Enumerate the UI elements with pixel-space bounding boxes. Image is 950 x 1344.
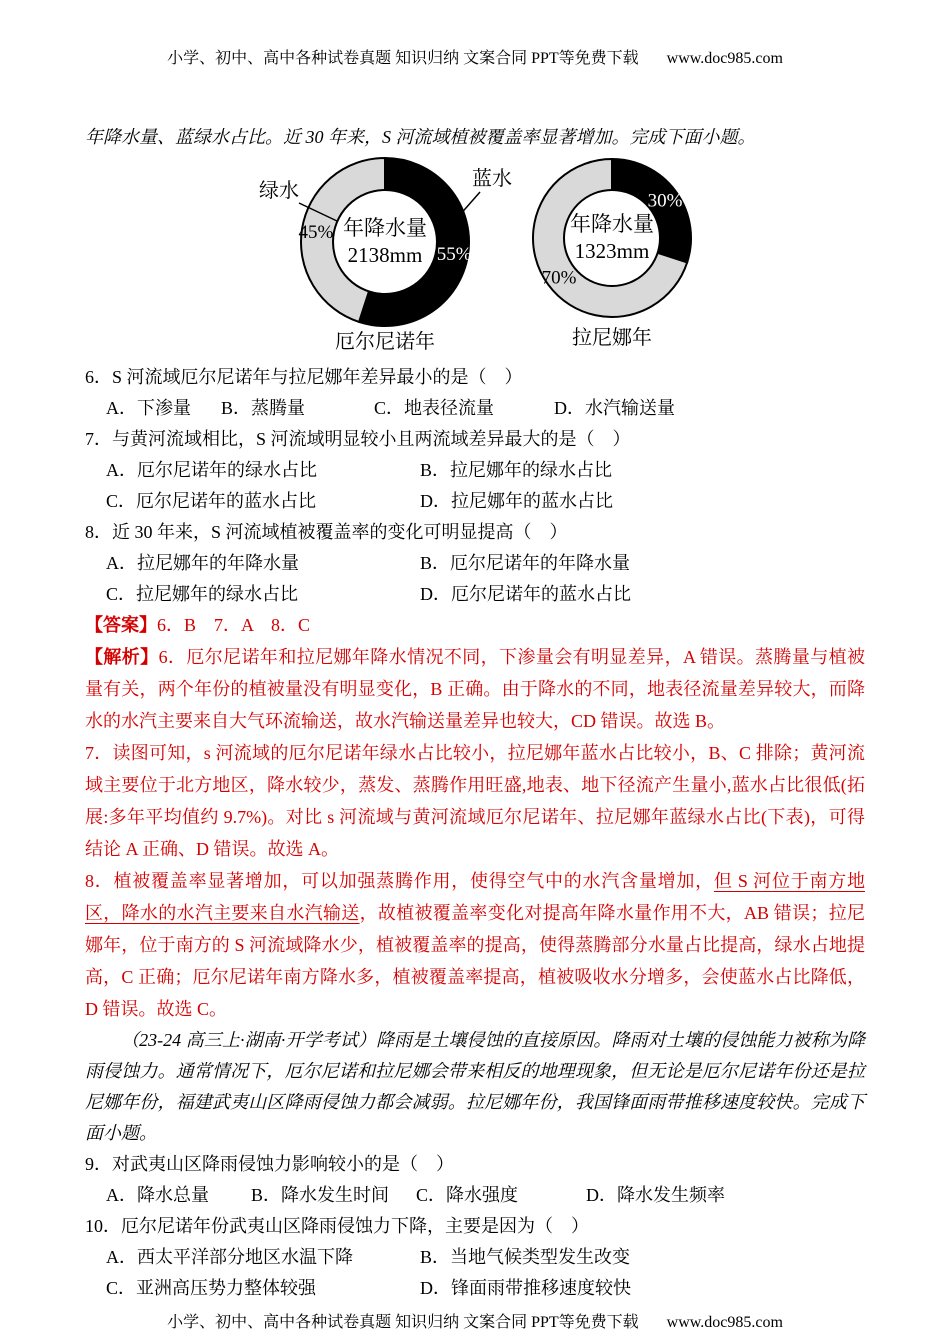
option-8-d[interactable]: D．厄尔尼诺年的蓝水占比: [420, 584, 631, 604]
analysis-marker: 【解析】: [85, 647, 159, 667]
question-6-stem: 6．S 河流域厄尔尼诺年与拉尼娜年差异最小的是（ ）: [85, 367, 523, 387]
question-10-number: 10．: [85, 1216, 121, 1236]
answer-line: [85, 610, 865, 641]
question-8-number: 8．: [85, 522, 112, 542]
option-8-a[interactable]: A．拉尼娜年的年降水量: [106, 553, 299, 573]
question-9: [85, 1149, 865, 1211]
page-header: [0, 0, 950, 70]
question-6: [85, 362, 865, 424]
question-10-options-row1: [85, 1242, 865, 1273]
analysis-text: 6．厄尔尼诺年和拉尼娜年降水情况不同，下渗量会有明显差异，A 错误。蒸腾量与植被量有关，两个年份的植被量没有明显变化，B 正确。由于降水的不同，地表径流量差异较大，而降水的水汽主要来自大气环流输送，故水汽输送量差异也较大，CD 错误。故选 B。: [85, 647, 865, 731]
answer-values: 6．B 7．A 8．C: [157, 615, 311, 635]
blue-water-label: 蓝水: [472, 168, 512, 190]
analysis-paragraph-2: [85, 737, 865, 865]
option-6-a[interactable]: A．下渗量: [106, 398, 191, 418]
header-promo-text: 小学、初中、高中各种试卷真题 知识归纳 文案合同 PPT等免费下载: [167, 50, 639, 67]
analysis-text: ，故植被覆盖率变化对提高年降水量作用不大，AB 错误；拉尼娜年，位于南方的 S 河流域降水少，植被覆盖率的提高，使得蒸腾部分水量占比提高，绿水占地提高，C 正确；厄尔尼诺年南方降水多，植被覆盖率提高，植被吸收水分增多，会使蓝水占比降低，D 错误。故选 C。: [85, 903, 865, 1019]
passage-2: （23-24 高三上·湖南·开学考试）降雨是土壤侵蚀的直接原因。降雨对土壤的侵蚀能力被称为降雨侵蚀力。通常情况下，厄尔尼诺和拉尼娜会带来相反的地理现象，但无论是厄尔尼诺年份还是拉尼娜年份，福建武夷山区降雨侵蚀力都会减弱。拉尼娜年份，我国锋面雨带推移速度较快。完成下面小题。: [85, 1030, 865, 1143]
question-6-options: [85, 393, 865, 424]
analysis-text: 7．读图可知，s 河流域的厄尔尼诺年绿水占比较小，拉尼娜年蓝水占比较小，B、C 排除；黄河流域主要位于北方地区，降水较少，蒸发、蒸腾作用旺盛,地表、地下径流产生量小,蓝水占比很低(拓展:多年平均值约 9.7%)。对比 s 河流域与黄河流域厄尔尼诺年、拉尼娜年蓝绿水占比(下表)，可得结论 A 正确、D 错误。故选 A。: [85, 743, 865, 859]
option-7-b[interactable]: B．拉尼娜年的绿水占比: [420, 460, 613, 480]
analysis-paragraph-1: [85, 641, 865, 737]
question-10-options-row2: [85, 1273, 865, 1304]
donut-1-caption: 厄尔尼诺年: [335, 331, 435, 353]
option-9-d[interactable]: D．降水发生频率: [586, 1185, 725, 1205]
option-7-d[interactable]: D．拉尼娜年的蓝水占比: [420, 491, 613, 511]
question-7-number: 7．: [85, 429, 112, 449]
question-9-options: [85, 1180, 865, 1211]
donut-1-center-value: 2138mm: [347, 243, 423, 267]
donut-1-pct-蓝水: 55%: [436, 243, 472, 265]
analysis-underlined-text: 但 S 河位于南方地区，降水的水汽主要来自水汽输送: [85, 871, 865, 923]
question-7: [85, 424, 865, 517]
question-7-stem: 7．与黄河流域相比，S 河流域明显较小且两流域差异最大的是（ ）: [85, 429, 631, 449]
option-10-c[interactable]: C．亚洲高压势力整体较强: [106, 1278, 317, 1298]
header-url[interactable]: www.doc985.com: [666, 50, 783, 67]
analysis-paragraph-3: [85, 865, 865, 1025]
question-7-options-row2: [85, 486, 865, 517]
question-10: [85, 1211, 865, 1304]
question-9-stem: 9．对武夷山区降雨侵蚀力影响较小的是（ ）: [85, 1154, 454, 1174]
option-10-b[interactable]: B．当地气候类型发生改变: [420, 1247, 631, 1267]
question-8-options-row1: [85, 548, 865, 579]
question-10-stem: 10．厄尔尼诺年份武夷山区降雨侵蚀力下降，主要是因为（ ）: [85, 1216, 589, 1236]
option-10-d[interactable]: D．锋面雨带推移速度较快: [420, 1278, 631, 1298]
donut-charts-canvas: [0, 150, 950, 362]
donut-1-pct-绿水: 45%: [298, 222, 334, 244]
green-water-label: 绿水: [259, 180, 299, 202]
option-9-b[interactable]: B．降水发生时间: [251, 1185, 390, 1205]
donut-1-hole: [333, 190, 437, 294]
option-6-c[interactable]: C．地表径流量: [374, 398, 495, 418]
option-9-a[interactable]: A．降水总量: [106, 1185, 209, 1205]
donut-2-hole: [564, 190, 660, 286]
option-9-c[interactable]: C．降水强度: [416, 1185, 519, 1205]
intro-text: 年降水量、蓝绿水占比。近 30 年来，S 河流域植被覆盖率显著增加。完成下面小题。: [85, 127, 756, 147]
question-6-number: 6．: [85, 367, 112, 387]
footer-url[interactable]: www.doc985.com: [666, 1314, 783, 1331]
donut-2-center-value: 1323mm: [574, 239, 650, 263]
option-6-b[interactable]: B．蒸腾量: [221, 398, 306, 418]
donut-2-pct-蓝水: 30%: [647, 190, 683, 212]
donut-2-caption: 拉尼娜年: [572, 327, 652, 349]
option-7-c[interactable]: C．厄尔尼诺年的蓝水占比: [106, 491, 317, 511]
precipitation-donut-charts: [0, 150, 950, 362]
footer-promo-text: 小学、初中、高中各种试卷真题 知识归纳 文案合同 PPT等免费下载: [167, 1314, 639, 1331]
question-8-options-row2: [85, 579, 865, 610]
answer-marker: 【答案】: [85, 615, 157, 635]
page-footer: [0, 1312, 950, 1334]
analysis-section: [85, 641, 865, 1025]
donut-1-center-label: 年降水量: [343, 216, 427, 240]
question-7-options-row1: [85, 455, 865, 486]
option-8-b[interactable]: B．厄尔尼诺年的年降水量: [420, 553, 631, 573]
analysis-text: 8．植被覆盖率显著增加，可以加强蒸腾作用，使得空气中的水汽含量增加，: [85, 871, 714, 891]
option-10-a[interactable]: A．西太平洋部分地区水温下降: [106, 1247, 353, 1267]
donut-2-pct-绿水: 70%: [541, 267, 577, 289]
question-9-number: 9．: [85, 1154, 112, 1174]
option-7-a[interactable]: A．厄尔尼诺年的绿水占比: [106, 460, 317, 480]
question-8: [85, 517, 865, 610]
option-6-d[interactable]: D．水汽输送量: [554, 398, 675, 418]
donut-2-center-label: 年降水量: [570, 212, 654, 236]
option-8-c[interactable]: C．拉尼娜年的绿水占比: [106, 584, 299, 604]
question-8-stem: 8．近 30 年来，S 河流域植被覆盖率的变化可明显提高（ ）: [85, 522, 568, 542]
